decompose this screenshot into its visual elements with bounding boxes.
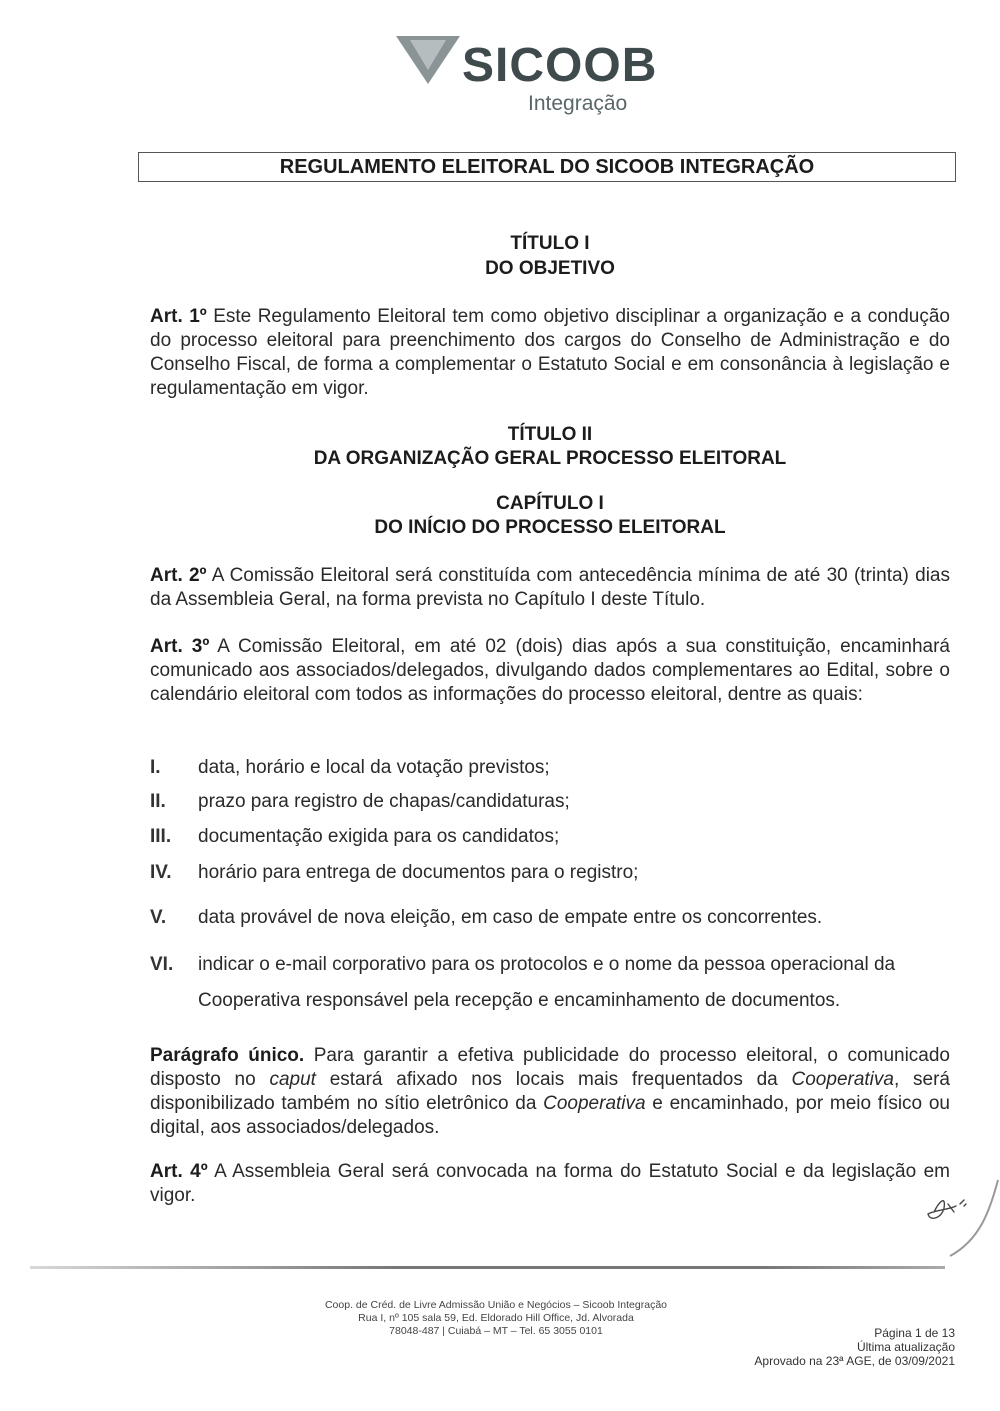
cooperativa-term: Cooperativa [791,1069,894,1090]
logo-subtitle: Integração [528,92,628,115]
article-1-label: Art. 1º [150,306,207,327]
footer-address [246,1299,746,1338]
document-title: REGULAMENTO ELEITORAL DO SICOOB INTEGRAÇÃO [138,152,956,182]
list-item-text: horário para entrega de documentos para o registro; [198,862,639,883]
footer-street: Rua I, nº 105 sala 59, Ed. Eldorado Hill Office, Jd. Alvorada [358,1312,634,1324]
approval-date: Aprovado na 23ª AGE, de 03/09/2021 [754,1354,955,1368]
article-1-text: Este Regulamento Eleitoral tem como objetivo disciplinar a organização e a condução do processo eleitoral para preenchimento dos cargos do Conselho de Administração e do Conselho Fiscal, de forma a complementar o Estatuto Social e em consonância à legislação e regulamentação em vigor. [150,306,950,399]
capitulo-1-heading: CAPÍTULO I [496,493,604,514]
handwritten-signature [920,1160,1000,1280]
list-item-text: indicar o e-mail corporativo para os protocolos e o nome da pessoa operacional da Cooperativa responsável pela recepção e encaminhamento de documentos. [198,954,896,1011]
capitulo-1-subheading: DO INÍCIO DO PROCESSO ELEITORAL [374,517,726,538]
paragrafo-unico-text: e encaminhado, por meio físico ou digital, aos associados/delegados. [150,1093,950,1138]
list-item-number: I. [150,757,161,778]
cooperativa-term: Cooperativa [543,1093,646,1114]
list-item-number: V. [150,907,167,928]
footer-page-info [690,1326,955,1368]
list-item-text: prazo para registro de chapas/candidaturas; [198,791,570,812]
list-item-text: data provável de nova eleição, em caso de empate entre os concorrentes. [198,907,823,928]
article-4-label: Art. 4º [150,1161,208,1182]
list-item-number: VI. [150,954,174,975]
titulo-1-subheading: DO OBJETIVO [485,258,615,279]
titulo-2-heading: TÍTULO II [507,424,593,445]
article-2-text: A Comissão Eleitoral será constituída com antecedência mínima de até 30 (trinta) dias da Assembleia Geral, na forma prevista no Capítulo I deste Título. [150,565,950,610]
list-item-number: IV. [150,862,172,883]
article-4-text: A Assembleia Geral será convocada na forma do Estatuto Social e da legislação em vigor. [150,1161,950,1206]
sicoob-logo [396,30,676,115]
page-number: Página 1 de 13 [874,1326,955,1340]
list-item-number: III. [150,826,172,847]
paragrafo-unico-text: estará afixado nos locais mais frequentados da [315,1069,792,1090]
list-item-text: documentação exigida para os candidatos; [198,826,560,847]
titulo-2-subheading: DA ORGANIZAÇÃO GERAL PROCESSO ELEITORAL [313,448,787,469]
paragrafo-unico-text: Para garantir a efetiva publicidade do processo eleitoral, o comunicado disposto no [150,1045,950,1090]
last-update-label: Última atualização [856,1340,955,1354]
paragrafo-unico-label: Parágrafo único. [150,1045,305,1066]
caput-term: caput [269,1069,316,1090]
footer-company: Coop. de Créd. de Livre Admissão União e Negócios – Sicoob Integração [324,1299,668,1311]
article-2 [150,564,950,612]
list-item-number: II. [150,791,166,812]
article-2-label: Art. 2º [150,565,207,586]
list-item-text: data, horário e local da votação previstos; [198,757,550,778]
article-3-text: A Comissão Eleitoral, em até 02 (dois) dias após a sua constituição, encaminhará comunicado aos associados/delegados, divulgando dados complementares ao Edital, sobre o calendário eleitoral com todos as informações do processo eleitoral, dentre as quais: [150,636,950,705]
article-3 [150,635,950,707]
titulo-1-heading: TÍTULO I [510,233,590,254]
sicoob-triangle-icon [396,30,466,90]
article-4 [150,1160,950,1208]
paragrafo-unico-text: , será disponibilizado também no sítio eletrônico da [150,1069,950,1114]
footer-divider [30,1266,945,1269]
logo-name: SICOOB [462,39,658,92]
article-3-label: Art. 3º [150,636,210,657]
footer-city-phone: 78048-487 | Cuiabá – MT – Tel. 65 3055 0101 [389,1325,603,1337]
article-1 [150,305,950,401]
paragrafo-unico [150,1044,950,1140]
